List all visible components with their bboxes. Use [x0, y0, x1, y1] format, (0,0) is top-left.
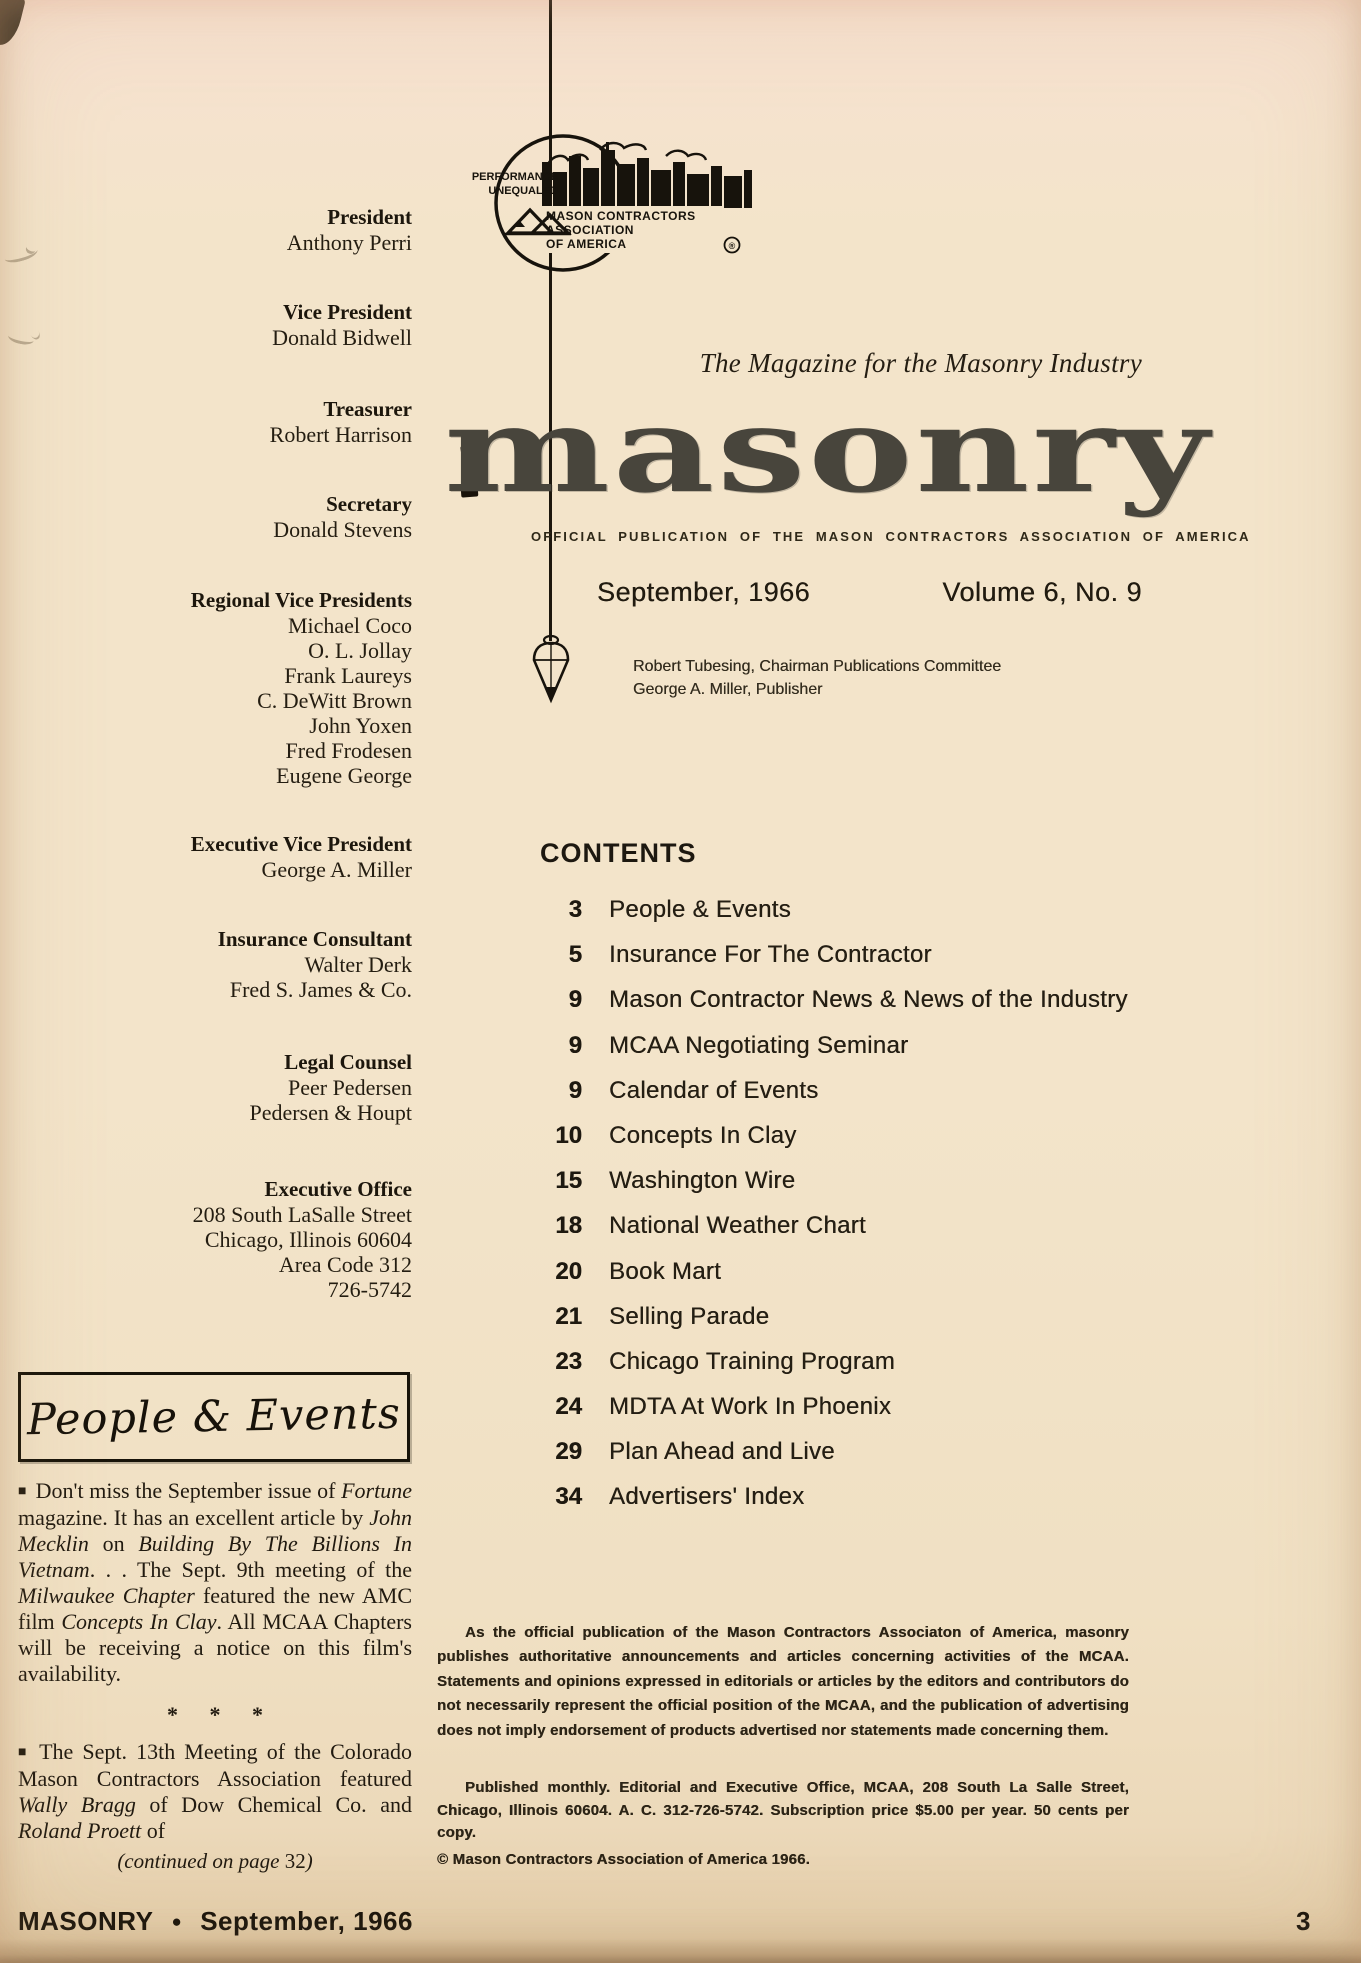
toc-title: Washington Wire [609, 1167, 796, 1195]
official-publication-line: OFFICIAL PUBLICATION OF THE MASON CONTRACTORS ASSOCIATION OF AMERICA [531, 529, 1251, 544]
contents-list [518, 896, 1163, 1529]
officer-group [18, 927, 412, 1002]
people-events-paragraph: ■ Don't miss the September issue of Fortune magazine. It has an excellent article by John Mecklin on Building By The Billions In Vietnam. . . The Sept. 9th meeting of the Milwaukee Chapter featured the new AMC film Concepts In Clay. All MCAA Chapters will be receiving a notice on this film's availability. [18, 1478, 412, 1686]
asterisk-separator: * * * [167, 1702, 263, 1727]
officer-name: Michael Coco [287, 613, 412, 638]
toc-title: Chicago Training Program [609, 1347, 896, 1375]
logo-performance-line2: UNEQUALED [488, 185, 558, 197]
officer-name: C. DeWitt Brown [257, 688, 412, 713]
published-monthly-paragraph: Published monthly. Editorial and Executive Office, MCAA, 208 South La Salle Street, Chicago, Illinois 60604. A. C. 312-726-5742. Subscription price $5.00 per year. 50 cents per copy. [437, 1779, 1129, 1841]
toc-title: National Weather Chart [609, 1212, 866, 1240]
toc-title: Mason Contractor News & News of the Industry [609, 986, 1128, 1014]
toc-item [518, 1348, 1163, 1373]
officer-names [18, 857, 412, 882]
officer-title: Secretary [326, 492, 412, 516]
toc-title: Insurance For The Contractor [609, 941, 932, 969]
scan-edge-shadow [0, 1939, 1361, 1963]
toc-item [518, 1122, 1163, 1147]
officer-title: Executive Vice President [190, 832, 412, 856]
officer-names [18, 325, 412, 350]
officer-name: 208 South LaSalle Street [192, 1202, 412, 1227]
skyline-icon [542, 142, 752, 208]
officer-title: Regional Vice Presidents [190, 588, 412, 612]
toc-title: MDTA At Work In Phoenix [609, 1393, 892, 1421]
toc-item [518, 896, 1163, 921]
officer-name: Area Code 312 [278, 1252, 412, 1277]
toc-page-number: 5 [568, 941, 582, 969]
officer-title: Treasurer [323, 397, 412, 421]
logo-performance-line1: PERFORMANCE [471, 171, 558, 183]
toc-page-number: 29 [555, 1438, 582, 1466]
toc-page-number: 21 [555, 1302, 582, 1330]
registered-mark-icon [725, 238, 740, 253]
logo-association-line2: ASSOCIATION [546, 223, 634, 237]
toc-title: Advertisers' Index [609, 1483, 805, 1511]
officer-name: Donald Stevens [273, 517, 412, 542]
toc-item [518, 1393, 1163, 1421]
toc-page-number: 15 [555, 1167, 582, 1195]
contents-heading: CONTENTS [540, 838, 697, 868]
officer-name: John Yoxen [309, 713, 412, 738]
issue-volume: Volume 6, No. 9 [942, 577, 1142, 607]
officer-name: Robert Harrison [269, 422, 412, 447]
toc-title: Plan Ahead and Live [609, 1438, 835, 1466]
officer-group [18, 205, 412, 255]
plumb-line [549, 0, 552, 641]
officer-names [18, 422, 412, 447]
officer-name: Frank Laureys [284, 663, 412, 688]
logo-association-line1: MASON CONTRACTORS [546, 209, 696, 223]
people-events-box [18, 1372, 410, 1462]
officer-name: Eugene George [276, 763, 412, 788]
officer-names [18, 613, 412, 788]
toc-title: Calendar of Events [609, 1076, 819, 1104]
copyright-line: © Mason Contractors Association of America 1966. [437, 1851, 810, 1868]
officer-name: Fred Frodesen [285, 738, 412, 763]
officer-title: Executive Office [264, 1177, 412, 1201]
toc-page-number: 9 [568, 1031, 582, 1059]
publication-credits [633, 655, 1001, 701]
disclaimer-paragraph: As the official publication of the Mason Contractors Associaton of America, masonry publishes authoritative announcements and articles concerning activities of the MCAA. Statements and opinions expressed in editorials or articles by the editors and contributors do not necessarily represent the official position of the MCAA, and the publication of advertising does not imply endorsement of products advertised nor statements made concerning them. [437, 1624, 1129, 1739]
page-number: 3 [1296, 1906, 1311, 1936]
toc-page-number: 3 [568, 896, 582, 923]
people-events-script-title: People & Events [26, 1388, 402, 1446]
officer-name: O. L. Jollay [308, 638, 412, 663]
magazine-title: masonry [444, 380, 1212, 519]
toc-page-number: 23 [555, 1347, 582, 1375]
footer-line [18, 1906, 413, 1937]
officer-title: President [327, 205, 412, 229]
officer-group [18, 397, 412, 447]
scan-smudge [0, 0, 26, 48]
toc-page-number: 24 [555, 1393, 582, 1421]
plumb-bob-icon [528, 634, 574, 706]
officer-group [18, 1050, 412, 1125]
toc-item [518, 1032, 1163, 1057]
toc-page-number: 18 [555, 1212, 582, 1240]
toc-title: Selling Parade [609, 1302, 770, 1330]
toc-title: Concepts In Clay [609, 1121, 797, 1149]
credit-line: George A. Miller, Publisher [633, 681, 823, 698]
toc-item [518, 1167, 1163, 1195]
officer-title: Insurance Consultant [217, 927, 412, 951]
officer-group [18, 832, 412, 882]
toc-item [518, 1212, 1163, 1240]
toc-item [518, 1303, 1163, 1328]
credit-line: Robert Tubesing, Chairman Publications Committee [633, 658, 1002, 675]
officer-name: Anthony Perri [286, 230, 412, 255]
toc-item [518, 986, 1163, 1014]
officer-group [18, 588, 412, 788]
toc-item [518, 1483, 1163, 1511]
officer-names [18, 952, 412, 1002]
issue-dateline [597, 577, 1142, 608]
officer-name: Chicago, Illinois 60604 [204, 1227, 412, 1252]
toc-page-number: 34 [555, 1483, 582, 1511]
officer-group [18, 492, 412, 542]
toc-page-number: 9 [568, 1076, 582, 1104]
toc-item [518, 1077, 1163, 1102]
bullet-icon: ● [171, 1911, 183, 1931]
officer-name: Peer Pedersen [287, 1075, 412, 1100]
officer-group [18, 1177, 412, 1302]
issue-date: September, 1966 [597, 577, 811, 607]
toc-title: MCAA Negotiating Seminar [609, 1031, 909, 1059]
officer-name: 726-5742 [327, 1277, 412, 1302]
officer-title: Legal Counsel [284, 1050, 412, 1074]
magazine-tagline: The Magazine for the Masonry Industry [699, 348, 1142, 378]
toc-page-number: 9 [568, 986, 582, 1014]
toc-title: Book Mart [609, 1257, 722, 1285]
officer-title: Vice President [283, 300, 412, 324]
people-events-paragraph: ■ The Sept. 13th Meeting of the Colorado Mason Contractors Association featured Wally Bragg of Dow Chemical Co. and Roland Proett of [18, 1739, 412, 1843]
toc-item [518, 1438, 1163, 1466]
officer-name: George A. Miller [261, 857, 412, 882]
logo-association-line3: OF AMERICA [546, 237, 627, 251]
svg-text:®: ® [728, 241, 736, 251]
officer-name: Fred S. James & Co. [229, 977, 412, 1002]
officer-name: Pedersen & Houpt [249, 1100, 412, 1125]
toc-item [518, 941, 1163, 969]
officer-name: Walter Derk [304, 952, 412, 977]
officer-name: Donald Bidwell [272, 325, 412, 350]
footer-issue-date: September, 1966 [200, 1906, 413, 1936]
footer-magazine-name: MASONRY [18, 1906, 154, 1936]
officer-names [18, 230, 412, 255]
people-events-column [18, 1478, 412, 1874]
toc-page-number: 20 [555, 1257, 582, 1285]
officer-names [18, 517, 412, 542]
toc-page-number: 10 [555, 1121, 582, 1149]
toc-item [518, 1258, 1163, 1283]
mcaa-logo [470, 98, 760, 283]
officer-names [18, 1075, 412, 1125]
officer-group [18, 300, 412, 350]
toc-title: People & Events [609, 896, 791, 923]
officer-names [18, 1202, 412, 1302]
continued-note: (continued on page 32) [117, 1849, 313, 1873]
